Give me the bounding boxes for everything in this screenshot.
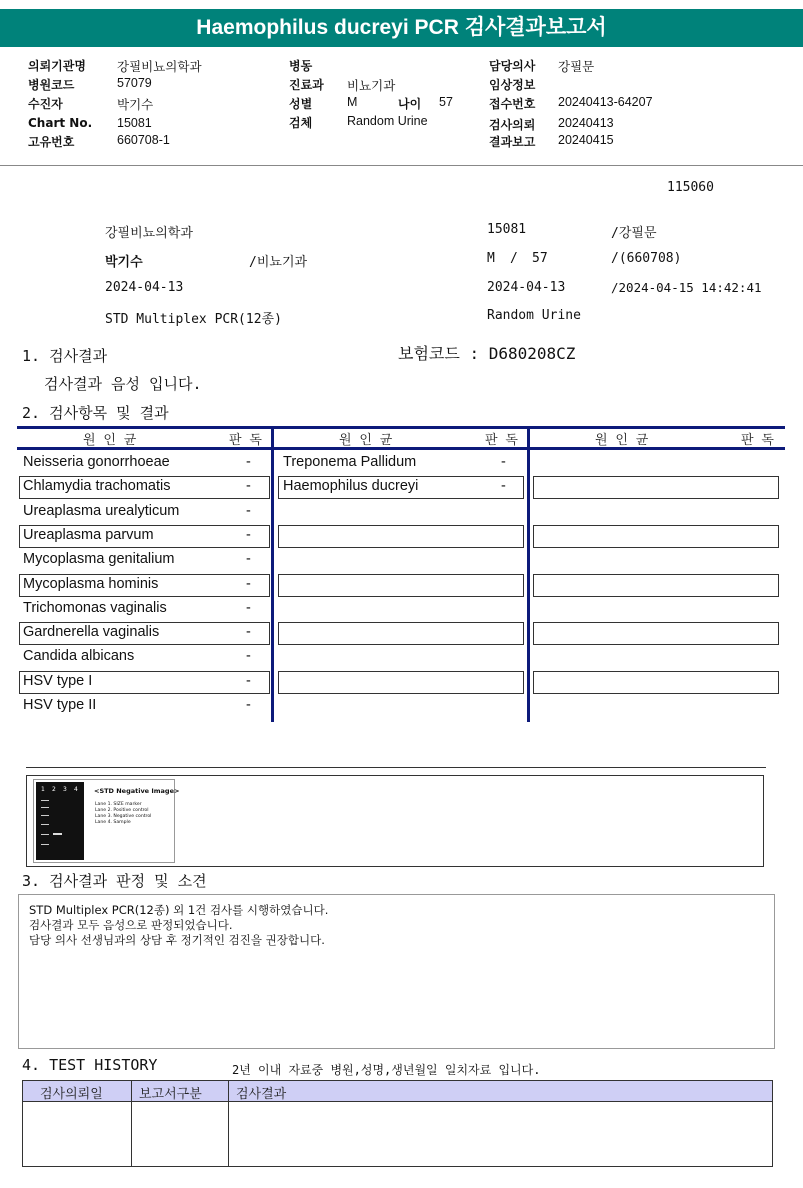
gel-lane-label: 4 xyxy=(74,786,78,793)
pathogen-name: Ureaplasma urealyticum xyxy=(23,502,180,519)
age-label: 나이 xyxy=(398,97,422,111)
row-box xyxy=(533,476,779,499)
gel-figure xyxy=(33,779,180,863)
section1-result: 검사결과 음성 입니다. xyxy=(44,375,202,393)
gel-top-line xyxy=(26,767,766,768)
header-label: 병동 xyxy=(289,59,313,73)
summary-chart: 15081 xyxy=(487,222,527,237)
row-box xyxy=(278,671,524,694)
header-value: 비뇨기과 xyxy=(347,79,396,93)
history-divider xyxy=(228,1080,229,1167)
header-label: 접수번호 xyxy=(489,97,536,111)
section3-title: 3. 검사결과 판정 및 소견 xyxy=(22,872,207,890)
header-label: 검사의뢰 xyxy=(489,118,536,132)
table-column-divider xyxy=(271,426,274,722)
header-value: Random Urine xyxy=(347,114,428,128)
history-divider xyxy=(131,1080,132,1167)
header-value: 강필비뇨의학과 xyxy=(117,60,202,74)
age-value: 57 xyxy=(439,95,453,109)
summary-specimen: Random Urine xyxy=(487,308,581,323)
header-value: 660708-1 xyxy=(117,133,170,147)
row-box xyxy=(278,525,524,548)
header-value: 강필문 xyxy=(558,60,595,74)
header-label: 병원코드 xyxy=(28,78,75,92)
table-header-pathogen: 원 인 균 xyxy=(83,433,137,448)
pathogen-name: Treponema Pallidum xyxy=(283,454,417,470)
gel-legend-item: Lane 2. Positive control xyxy=(95,808,149,813)
table-header-judgment: 판 독 xyxy=(485,433,518,448)
summary-hospital: 강필비뇨의학과 xyxy=(105,226,193,241)
summary-dept: /비뇨기과 xyxy=(249,255,308,270)
gel-band xyxy=(41,834,49,835)
summary-age: 57 xyxy=(532,251,548,266)
gel-image xyxy=(36,782,84,860)
pathogen-result: - xyxy=(246,478,251,495)
pathogen-name: HSV type I xyxy=(23,672,93,689)
header-label: 담당의사 xyxy=(489,59,536,73)
gel-band xyxy=(41,824,49,825)
table-column-divider xyxy=(527,426,530,722)
history-body xyxy=(22,1101,773,1167)
pathogen-result: - xyxy=(246,454,251,470)
pathogen-result: - xyxy=(246,551,251,568)
pathogen-result: - xyxy=(246,624,251,641)
pathogen-name: Chlamydia trachomatis xyxy=(23,478,171,495)
history-col-type: 보고서구분 xyxy=(139,1087,202,1102)
pathogen-result: - xyxy=(501,478,506,495)
gel-band xyxy=(41,844,49,845)
header-value: 57079 xyxy=(117,76,152,90)
header-value: 박기수 xyxy=(117,98,154,112)
gel-band xyxy=(41,815,49,816)
history-col-date: 검사의뢰일 xyxy=(40,1087,103,1102)
pathogen-name: HSV type II xyxy=(23,697,97,713)
section2-title: 2. 검사항목 및 결과 xyxy=(22,404,169,422)
summary-slash: / xyxy=(510,251,518,266)
section4-note: 2년 이내 자료중 병원,성명,생년월일 일치자료 입니다. xyxy=(232,1063,541,1077)
pathogen-result: - xyxy=(246,672,251,689)
gel-band xyxy=(53,833,62,835)
row-box xyxy=(533,671,779,694)
opinion-box xyxy=(18,894,775,1049)
gel-band xyxy=(41,807,49,808)
history-header xyxy=(22,1080,773,1102)
summary-date2: 2024-04-13 xyxy=(487,280,566,295)
row-box xyxy=(278,574,524,597)
summary-code: 115060 xyxy=(667,180,714,195)
pathogen-name: Neisseria gonorrhoeae xyxy=(23,454,170,470)
row-box xyxy=(533,622,779,645)
summary-sex: M xyxy=(487,251,495,266)
pathogen-name: Ureaplasma parvum xyxy=(23,526,154,543)
header-label: 의뢰기관명 xyxy=(28,59,86,73)
table-header-judgment: 판 독 xyxy=(741,433,774,448)
opinion-line: 담당 의사 선생님과의 상담 후 정기적인 검진을 권장합니다. xyxy=(29,933,325,947)
pathogen-result: - xyxy=(246,502,251,519)
header-value: 20240413-64207 xyxy=(558,95,653,109)
summary-doctor: /강필문 xyxy=(611,226,657,241)
gel-lane-label: 1 xyxy=(41,786,45,793)
pathogen-name: Mycoplasma genitalium xyxy=(23,551,175,568)
summary-report-time: /2024-04-15 14:42:41 xyxy=(611,280,762,295)
pathogen-name: Gardnerella vaginalis xyxy=(23,624,160,641)
pathogen-result: - xyxy=(246,697,251,713)
table-header-pathogen: 원 인 균 xyxy=(595,433,649,448)
section4-title: 4. TEST HISTORY xyxy=(22,1056,158,1074)
header-label: 고유번호 xyxy=(28,135,75,149)
pathogen-result: - xyxy=(501,454,506,470)
pathogen-name: Trichomonas vaginalis xyxy=(23,599,167,616)
header-value: 20240415 xyxy=(558,133,614,147)
header-value: 20240413 xyxy=(558,116,614,130)
summary-birth: /(660708) xyxy=(611,251,682,266)
pathogen-name: Candida albicans xyxy=(23,648,135,665)
summary-patient: 박기수 xyxy=(105,255,143,270)
history-col-result: 검사결과 xyxy=(236,1087,287,1102)
pathogen-result: - xyxy=(246,648,251,665)
header-label: 진료과 xyxy=(289,78,324,92)
table-header-judgment: 판 독 xyxy=(229,433,262,448)
pathogen-name: Mycoplasma hominis xyxy=(23,575,159,592)
header-label: 검체 xyxy=(289,116,313,130)
header-value: 15081 xyxy=(117,116,152,130)
table-header-pathogen: 원 인 균 xyxy=(339,433,393,448)
row-box xyxy=(533,525,779,548)
header-label: 수진자 xyxy=(28,97,63,111)
row-box xyxy=(278,622,524,645)
header-value: M xyxy=(347,95,358,109)
insurance-code: 보험코드 : D680208CZ xyxy=(398,344,576,363)
opinion-line: STD Multiplex PCR(12종) 외 1건 검사를 시행하였습니다. xyxy=(29,903,329,917)
section1-title: 1. 검사결과 xyxy=(22,347,108,365)
pathogen-result: - xyxy=(246,526,251,543)
gel-legend-item: Lane 3. Negative control xyxy=(95,814,152,819)
gel-legend-item: Lane 4. Sample xyxy=(95,820,131,825)
pathogen-name: Haemophilus ducreyi xyxy=(283,478,419,495)
pathogen-result: - xyxy=(246,575,251,592)
opinion-line: 검사결과 모두 음성으로 판정되었습니다. xyxy=(29,918,233,932)
gel-band xyxy=(41,800,49,801)
row-box xyxy=(533,574,779,597)
summary-date1: 2024-04-13 xyxy=(105,280,184,295)
summary-test: STD Multiplex PCR(12종) xyxy=(105,312,282,327)
header-label: 임상정보 xyxy=(489,78,536,92)
header-label: Chart No. xyxy=(28,116,93,130)
pathogen-result: - xyxy=(246,599,251,616)
header-label: 성별 xyxy=(289,97,313,111)
report-title: Haemophilus ducreyi PCR 검사결과보고서 xyxy=(0,9,803,47)
header-divider xyxy=(0,165,803,166)
gel-lane-label: 3 xyxy=(63,786,67,793)
gel-legend-item: Lane 1. SIZE marker xyxy=(95,802,142,807)
gel-lane-label: 2 xyxy=(52,786,56,793)
header-label: 결과보고 xyxy=(489,135,536,149)
gel-title: <STD Negative Image> xyxy=(94,787,180,795)
